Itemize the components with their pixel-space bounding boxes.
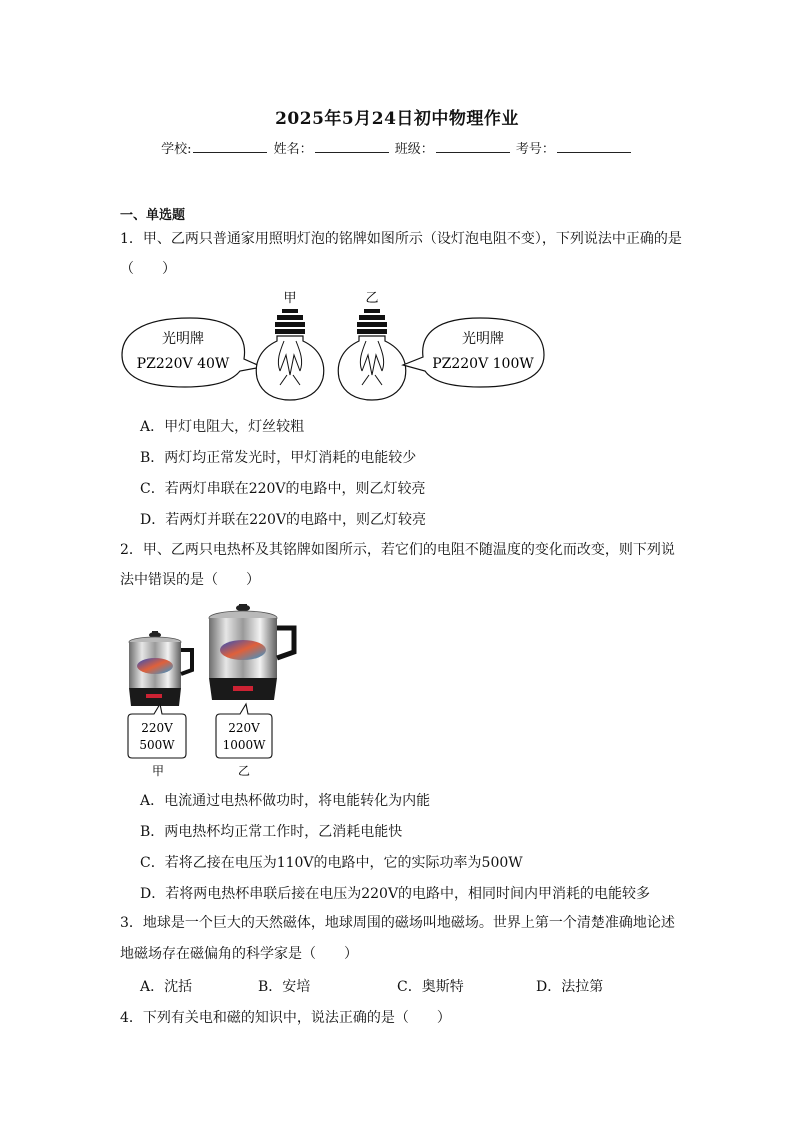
q1-option-d[interactable]: D．若两灯并联在220V的电路中，则乙灯较亮	[140, 512, 427, 528]
q1-option-b[interactable]: B．两灯均正常发光时，甲灯消耗的电能较少	[140, 450, 417, 466]
q3-option-a[interactable]: A．沈括	[140, 979, 193, 995]
question-2-text: 2．甲、乙两只电热杯及其铭牌如图所示，若它们的电阻不随温度的变化而改变，则下列说	[120, 542, 675, 558]
exam-number-label: 考号：	[515, 142, 555, 157]
kettle-yi-label: 乙	[237, 764, 251, 778]
q2-option-c[interactable]: C．若将乙接在电压为110V的电路中，它的实际功率为500W	[140, 855, 523, 871]
kettle-yi	[209, 604, 294, 700]
kettle-jia-label: 甲	[151, 764, 165, 778]
bulb-yi	[338, 291, 405, 400]
school-blank[interactable]	[193, 140, 267, 153]
kettle-jia-power: 500W	[139, 738, 175, 752]
name-label: 姓名：	[273, 142, 313, 157]
question-3-text: 3．地球是一个巨大的天然磁体，地球周围的磁场叫地磁场。世界上第一个清楚准确地论述	[120, 915, 675, 931]
q3-option-b[interactable]: B．安培	[258, 979, 311, 995]
section-heading: 一、单选题	[120, 208, 186, 223]
kettle-yi-power: 1000W	[222, 738, 266, 752]
right-brand-text: 光明牌	[462, 331, 504, 347]
name-blank[interactable]	[315, 140, 389, 153]
q3-option-d[interactable]: D．法拉第	[536, 979, 604, 995]
class-blank[interactable]	[436, 140, 510, 153]
bulb-jia	[256, 291, 323, 400]
right-spec-text: PZ220V 100W	[432, 356, 534, 372]
page-title: 2025年5月24日初中物理作业	[275, 109, 519, 129]
kettle-jia	[129, 631, 192, 706]
bulb-jia-label: 甲	[283, 291, 297, 306]
kettle-jia-voltage: 220V	[141, 721, 173, 735]
class-label: 班级：	[394, 142, 434, 157]
school-label: 学校:	[161, 142, 192, 157]
exam-number-blank[interactable]	[557, 140, 631, 153]
bulb-yi-label: 乙	[365, 291, 379, 306]
question-1-text: 1．甲、乙两只普通家用照明灯泡的铭牌如图所示（设灯泡电阻不变），下列说法中正确的是	[120, 231, 682, 247]
question-1-bracket: （ ）	[120, 261, 176, 277]
question-2-line2: 法中错误的是（ ）	[120, 572, 260, 588]
kettle-figure	[118, 598, 308, 780]
q1-option-c[interactable]: C．若两灯串联在220V的电路中，则乙灯较亮	[140, 481, 426, 497]
left-brand-text: 光明牌	[162, 331, 204, 347]
right-nameplate-bubble	[403, 318, 544, 387]
q1-option-a[interactable]: A．甲灯电阻大，灯丝较粗	[140, 419, 305, 435]
left-nameplate-bubble	[122, 318, 262, 387]
left-spec-text: PZ220V 40W	[136, 356, 230, 372]
kettle-yi-voltage: 220V	[228, 721, 260, 735]
q3-option-c[interactable]: C．奥斯特	[397, 979, 464, 995]
q2-option-a[interactable]: A．电流通过电热杯做功时，将电能转化为内能	[140, 793, 431, 809]
kettle-jia-nameplate	[128, 704, 186, 758]
q2-option-b[interactable]: B．两电热杯均正常工作时，乙消耗电能快	[140, 824, 403, 840]
bulb-figure	[120, 285, 550, 405]
student-info-line	[0, 138, 794, 157]
question-4-text: 4．下列有关电和磁的知识中，说法正确的是（ ）	[120, 1010, 451, 1026]
q2-option-d[interactable]: D．若将两电热杯串联后接在电压为220V的电路中，相同时间内甲消耗的电能较多	[140, 886, 651, 902]
kettle-yi-nameplate	[216, 704, 272, 758]
question-3-line2: 地磁场存在磁偏角的科学家是（ ）	[120, 946, 358, 962]
